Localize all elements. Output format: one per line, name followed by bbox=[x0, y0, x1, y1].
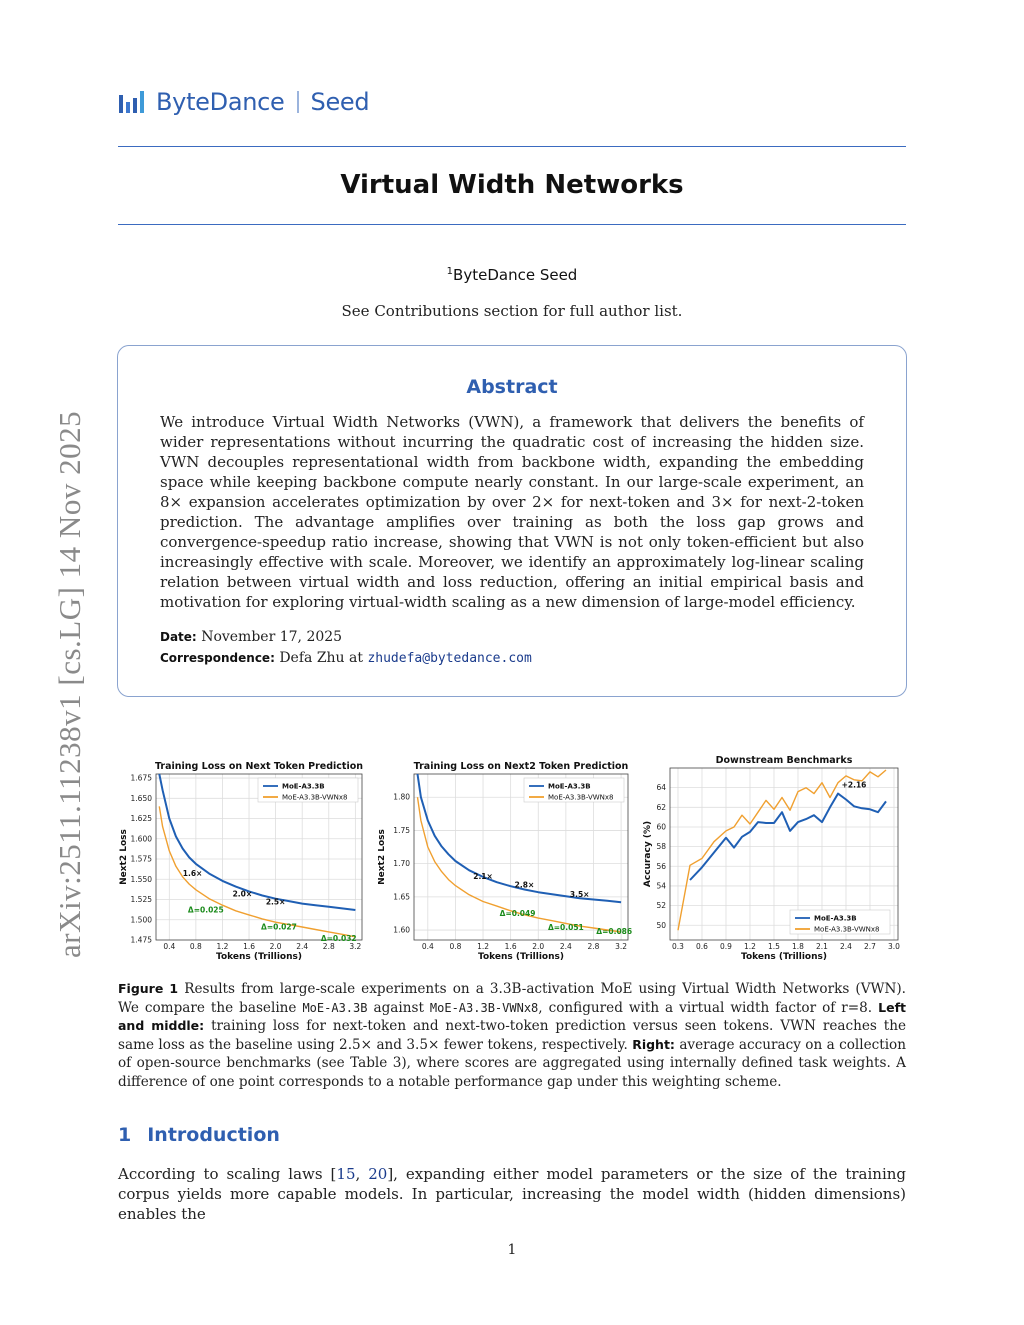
x-tick-label: 0.8 bbox=[189, 942, 202, 951]
series-line-vwn bbox=[678, 770, 886, 930]
contributions-note: See Contributions section for full author list. bbox=[341, 302, 683, 320]
x-tick-label: 2.4 bbox=[559, 942, 572, 951]
x-tick-label: 1.2 bbox=[744, 942, 756, 951]
y-tick-label: 58 bbox=[656, 842, 666, 852]
caption-code-baseline: MoE-A3.3B bbox=[302, 1000, 368, 1015]
x-tick-label: 1.5 bbox=[768, 942, 780, 951]
legend-label: MoE-A3.3B bbox=[814, 914, 857, 923]
correspondence-line bbox=[160, 650, 532, 666]
figure-right bbox=[642, 754, 908, 966]
y-tick-label: 1.500 bbox=[130, 915, 152, 925]
bytedance-logo-icon bbox=[118, 89, 148, 115]
y-tick-label: 1.675 bbox=[130, 773, 152, 783]
y-axis-label: Next2 Loss bbox=[119, 829, 129, 885]
y-tick-label: 1.475 bbox=[130, 935, 152, 945]
x-tick-label: 2.8 bbox=[322, 942, 335, 951]
legend-label: MoE-A3.3B-VWNx8 bbox=[814, 925, 880, 934]
caption-part1: Results from large-scale experiments on a 3.3B-activation MoE using Virtual Width Networks (VWN). We compare the baseline bbox=[118, 981, 906, 1016]
y-axis-label: Accuracy (%) bbox=[643, 820, 653, 888]
paper-title: Virtual Width Networks bbox=[340, 170, 684, 200]
y-tick-label: 54 bbox=[656, 881, 666, 891]
logo-divider bbox=[297, 91, 299, 113]
x-tick-label: 2.8 bbox=[587, 942, 600, 951]
x-tick-label: 1.6 bbox=[243, 942, 256, 951]
affiliation-sup: 1 bbox=[446, 266, 454, 277]
page-number: 1 bbox=[507, 1242, 517, 1258]
chart-downstream-benchmarks bbox=[642, 754, 908, 966]
x-axis-label: Tokens (Trillions) bbox=[478, 952, 564, 962]
top-rule bbox=[118, 146, 906, 147]
brand-secondary: Seed bbox=[310, 88, 370, 116]
y-tick-label: 60 bbox=[656, 822, 666, 832]
correspondence-email-link[interactable]: zhudefa@bytedance.com bbox=[367, 651, 532, 666]
affiliation bbox=[118, 266, 906, 284]
speedup-annotation: 2.5× bbox=[265, 897, 286, 907]
delta-annotation: Δ=0.027 bbox=[261, 922, 297, 932]
x-tick-label: 3.2 bbox=[349, 942, 362, 951]
intro-paragraph bbox=[118, 1164, 906, 1224]
x-tick-label: 0.9 bbox=[720, 942, 732, 951]
y-tick-label: 64 bbox=[656, 783, 666, 793]
y-tick-label: 1.600 bbox=[130, 834, 152, 844]
y-axis-label: Next2 Loss bbox=[378, 829, 387, 885]
brand-primary: ByteDance bbox=[156, 88, 285, 116]
caption-label: Figure 1 bbox=[118, 981, 179, 996]
chart-next-token-loss bbox=[116, 754, 378, 966]
y-tick-label: 1.60 bbox=[393, 925, 410, 935]
caption-part3: , configured with a virtual width factor of r=8. bbox=[538, 999, 873, 1016]
legend-label: MoE-A3.3B bbox=[548, 782, 591, 791]
legend-label: MoE-A3.3B-VWNx8 bbox=[282, 793, 348, 802]
y-tick-label: 52 bbox=[656, 901, 666, 911]
chart-title: Downstream Benchmarks bbox=[715, 755, 853, 766]
date-value: November 17, 2025 bbox=[201, 629, 343, 645]
y-tick-label: 1.70 bbox=[393, 859, 410, 869]
section-number: 1 bbox=[118, 1124, 132, 1146]
x-tick-label: 2.4 bbox=[296, 942, 309, 951]
chart-next2-token-loss bbox=[378, 754, 642, 966]
section-heading-introduction bbox=[118, 1124, 280, 1146]
y-tick-label: 50 bbox=[656, 920, 666, 930]
speedup-annotation: 3.5× bbox=[569, 889, 590, 899]
x-tick-label: 2.0 bbox=[269, 942, 282, 951]
delta-annotation: Δ=0.086 bbox=[596, 927, 633, 937]
date-line bbox=[160, 629, 342, 645]
citation-link-20[interactable]: 20 bbox=[368, 1165, 388, 1183]
x-tick-label: 3.2 bbox=[615, 942, 628, 951]
x-axis-label: Tokens (Trillions) bbox=[216, 952, 302, 962]
x-tick-label: 2.0 bbox=[532, 942, 545, 951]
correspondence-name: Defa Zhu at bbox=[279, 650, 363, 666]
y-tick-label: 1.575 bbox=[130, 854, 152, 864]
x-tick-label: 1.2 bbox=[477, 942, 490, 951]
intro-text-2: , bbox=[355, 1165, 369, 1183]
abstract-box bbox=[117, 345, 907, 697]
speedup-annotation: +2.16 bbox=[841, 780, 867, 790]
y-tick-label: 56 bbox=[656, 861, 666, 871]
date-label: Date: bbox=[160, 630, 197, 644]
legend-label: MoE-A3.3B bbox=[282, 782, 325, 791]
y-tick-label: 1.625 bbox=[130, 814, 152, 824]
x-tick-label: 2.1 bbox=[816, 942, 828, 951]
bytedance-seed-logo bbox=[118, 88, 369, 116]
intro-text-3: ], expanding either model parameters or the size of the training corpus yields more capable models. In particular, increasing the model width (hidden dimensions) enables the bbox=[118, 1165, 906, 1223]
caption-part4: training loss for next-token and next-two-token prediction versus seen tokens. VWN reaches the same loss as the baseline using 2.5× and 3.5× fewer tokens, respectively. bbox=[118, 1018, 907, 1053]
y-tick-label: 1.550 bbox=[130, 874, 152, 884]
speedup-annotation: 1.6× bbox=[182, 869, 203, 879]
title-rule bbox=[118, 224, 906, 225]
speedup-annotation: 2.0× bbox=[232, 889, 253, 899]
abstract-heading: Abstract bbox=[466, 376, 558, 398]
section-title: Introduction bbox=[147, 1124, 280, 1146]
x-tick-label: 0.4 bbox=[163, 942, 176, 951]
x-tick-label: 2.7 bbox=[864, 942, 876, 951]
speedup-annotation: 2.8× bbox=[514, 880, 535, 890]
x-tick-label: 2.4 bbox=[840, 942, 852, 951]
intro-text-1: According to scaling laws [ bbox=[118, 1165, 337, 1183]
x-tick-label: 0.8 bbox=[449, 942, 462, 951]
x-tick-label: 1.8 bbox=[792, 942, 804, 951]
chart-title: Training Loss on Next Token Prediction bbox=[154, 761, 364, 772]
x-tick-label: 3.0 bbox=[888, 942, 900, 951]
y-tick-label: 1.80 bbox=[393, 792, 410, 802]
abstract-text: We introduce Virtual Width Networks (VWN), a framework that delivers the benefits of wider representations without incurring the quadratic cost of increasing the hidden size. VWN decouples representational width from backbone width, expanding the embedding space while keeping backbone compute nearly constant. In our large-scale experiment, an 8× expansion accelerates optimization by over 2× for next-token and 3× for next-2-token prediction. The advantage amplifies over training as both the loss gap grows and convergence-speedup ratio increase, showing that VWN is not only token-efficient but also increasingly effective with scale. Moreover, we identify an approximately log-linear scaling relation between virtual width and loss reduction, offering an initial empirical basis and motivation for exploring virtual-width scaling as a new dimension of large-model efficiency. bbox=[160, 413, 864, 611]
x-tick-label: 1.6 bbox=[504, 942, 517, 951]
chart-title: Training Loss on Next2 Token Prediction bbox=[413, 761, 629, 772]
delta-annotation: Δ=0.032 bbox=[320, 933, 357, 943]
x-tick-label: 1.2 bbox=[216, 942, 229, 951]
figure-caption bbox=[118, 980, 906, 1092]
caption-left-middle-label: Left and middle: bbox=[118, 999, 906, 1034]
caption-part2: against bbox=[373, 999, 424, 1016]
caption-code-vwn: MoE-A3.3B-VWNx8 bbox=[429, 1000, 539, 1015]
y-tick-label: 1.525 bbox=[130, 895, 152, 905]
x-tick-label: 0.6 bbox=[696, 942, 708, 951]
x-tick-label: 0.3 bbox=[672, 942, 684, 951]
caption-part5: average accuracy on a collection of open-source benchmarks (see Table 3), where scores are aggregated using internally defined task weights. A difference of one point corresponds to a notable performance gap under this weighting scheme. bbox=[118, 1036, 906, 1090]
y-tick-label: 1.650 bbox=[130, 793, 152, 803]
x-tick-label: 0.4 bbox=[421, 942, 434, 951]
citation-link-15[interactable]: 15 bbox=[336, 1165, 356, 1183]
caption-right-label: Right: bbox=[632, 1036, 675, 1052]
delta-annotation: Δ=0.025 bbox=[187, 905, 224, 915]
figure-middle bbox=[378, 754, 642, 966]
x-axis-label: Tokens (Trillions) bbox=[741, 952, 827, 962]
arxiv-stamp: arXiv:2511.11238v1 [cs.LG] 14 Nov 2025 bbox=[52, 410, 87, 958]
correspondence-label: Correspondence: bbox=[160, 651, 275, 665]
speedup-annotation: 2.1× bbox=[473, 871, 493, 881]
y-tick-label: 62 bbox=[656, 802, 666, 812]
y-tick-label: 1.65 bbox=[393, 892, 410, 902]
delta-annotation: Δ=0.049 bbox=[499, 909, 536, 919]
figure-left bbox=[116, 754, 378, 966]
y-tick-label: 1.75 bbox=[393, 825, 410, 835]
legend-label: MoE-A3.3B-VWNx8 bbox=[548, 793, 614, 802]
affiliation-name: ByteDance Seed bbox=[453, 266, 578, 284]
delta-annotation: Δ=0.051 bbox=[547, 923, 584, 933]
